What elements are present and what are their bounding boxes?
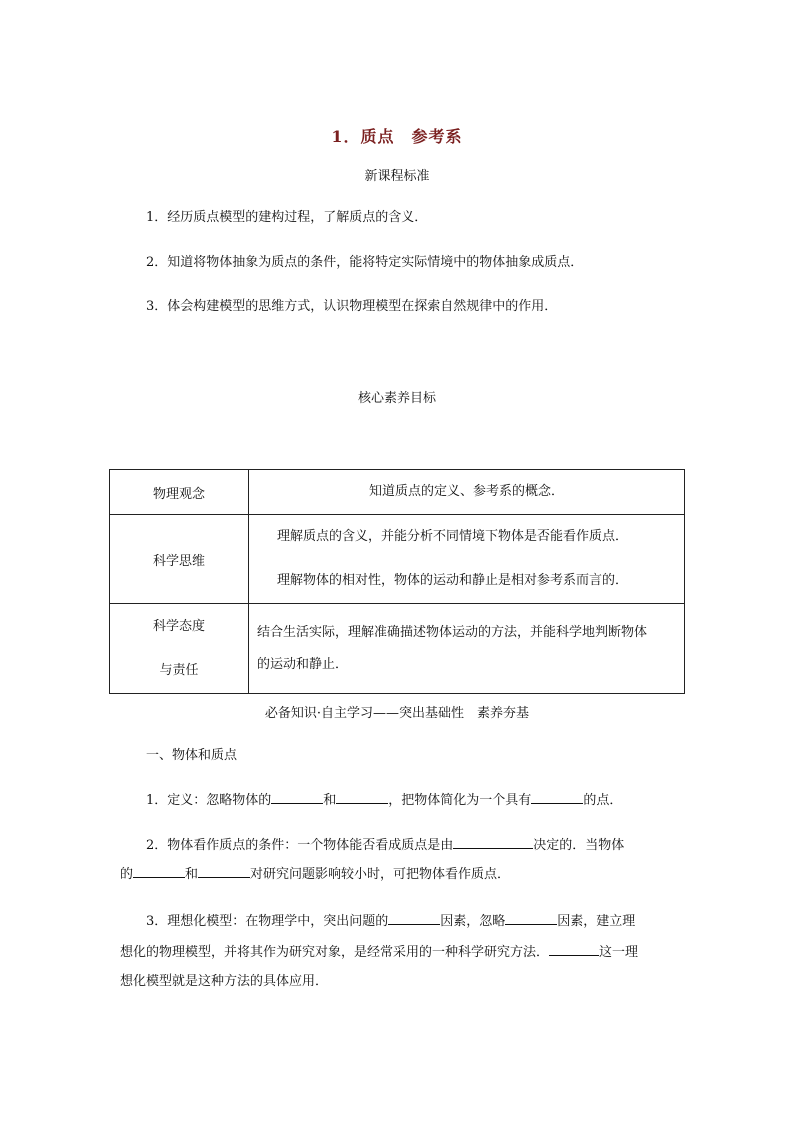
row-content-scientific-thinking: 理解质点的含义，并能分析不同情境下物体是否能看作质点． 理解物体的相对性，物体的运动和静止是相对参考系而言的． [249,515,685,604]
answer-blank[interactable] [198,864,250,878]
page-title: 1．质点 参考系 [331,127,463,146]
curriculum-item-3: 3．体会构建模型的思维方式，认识物理模型在探索自然规律中的作用． [146,299,558,314]
curriculum-heading: 新课程标准 [364,169,430,184]
answer-blank[interactable] [453,835,533,849]
row-content-physics-concept: 知道质点的定义、参考系的概念． [249,470,685,515]
item-particle-condition-cont: 的 和 对研究问题影响较小时，可把物体看作质点． [120,864,680,885]
answer-blank[interactable] [505,911,557,925]
item-ideal-model-line3: 想化模型就是这种方法的具体应用． [120,974,329,989]
row-content-scientific-attitude: 结合生活实际，理解准确描述物体运动的方法，并能科学地判断物体 的运动和静止． [249,604,685,694]
section-header: 必备知识·自主学习——突出基础性 素养夯基 [264,706,530,721]
item-ideal-model-line2: 想化的物理模型，并将其作为研究对象，是经常采用的一种科学研究方法． 这一理 [120,942,680,963]
item-ideal-model: 3．理想化模型：在物理学中，突出问题的 因素，忽略 因素，建立理 [120,911,680,932]
part-one-heading: 一、物体和质点 [146,748,238,763]
literacy-goals-table [109,469,685,694]
row-label-physics-concept: 物理观念 [110,470,249,515]
table-row [110,515,685,604]
curriculum-item-1: 1．经历质点模型的建构过程，了解质点的含义． [146,210,428,225]
answer-blank[interactable] [531,790,583,804]
item-particle-condition: 2．物体看作质点的条件：一个物体能否看成质点是由 决定的．当物体 [120,835,680,856]
answer-blank[interactable] [549,942,599,956]
answer-blank[interactable] [336,790,388,804]
table-row [110,470,685,515]
curriculum-item-2: 2．知道将物体抽象为质点的条件，能将特定实际情境中的物体抽象成质点． [146,255,584,270]
row-label-scientific-thinking: 科学思维 [110,515,249,604]
answer-blank[interactable] [133,864,185,878]
literacy-heading: 核心素养目标 [357,391,436,406]
answer-blank[interactable] [271,790,323,804]
answer-blank[interactable] [388,911,440,925]
item-definition: 1．定义：忽略物体的 和 ，把物体简化为一个具有 的点． [120,790,680,811]
row-label-scientific-attitude: 科学态度 与责任 [110,604,249,694]
table-row [110,604,685,694]
